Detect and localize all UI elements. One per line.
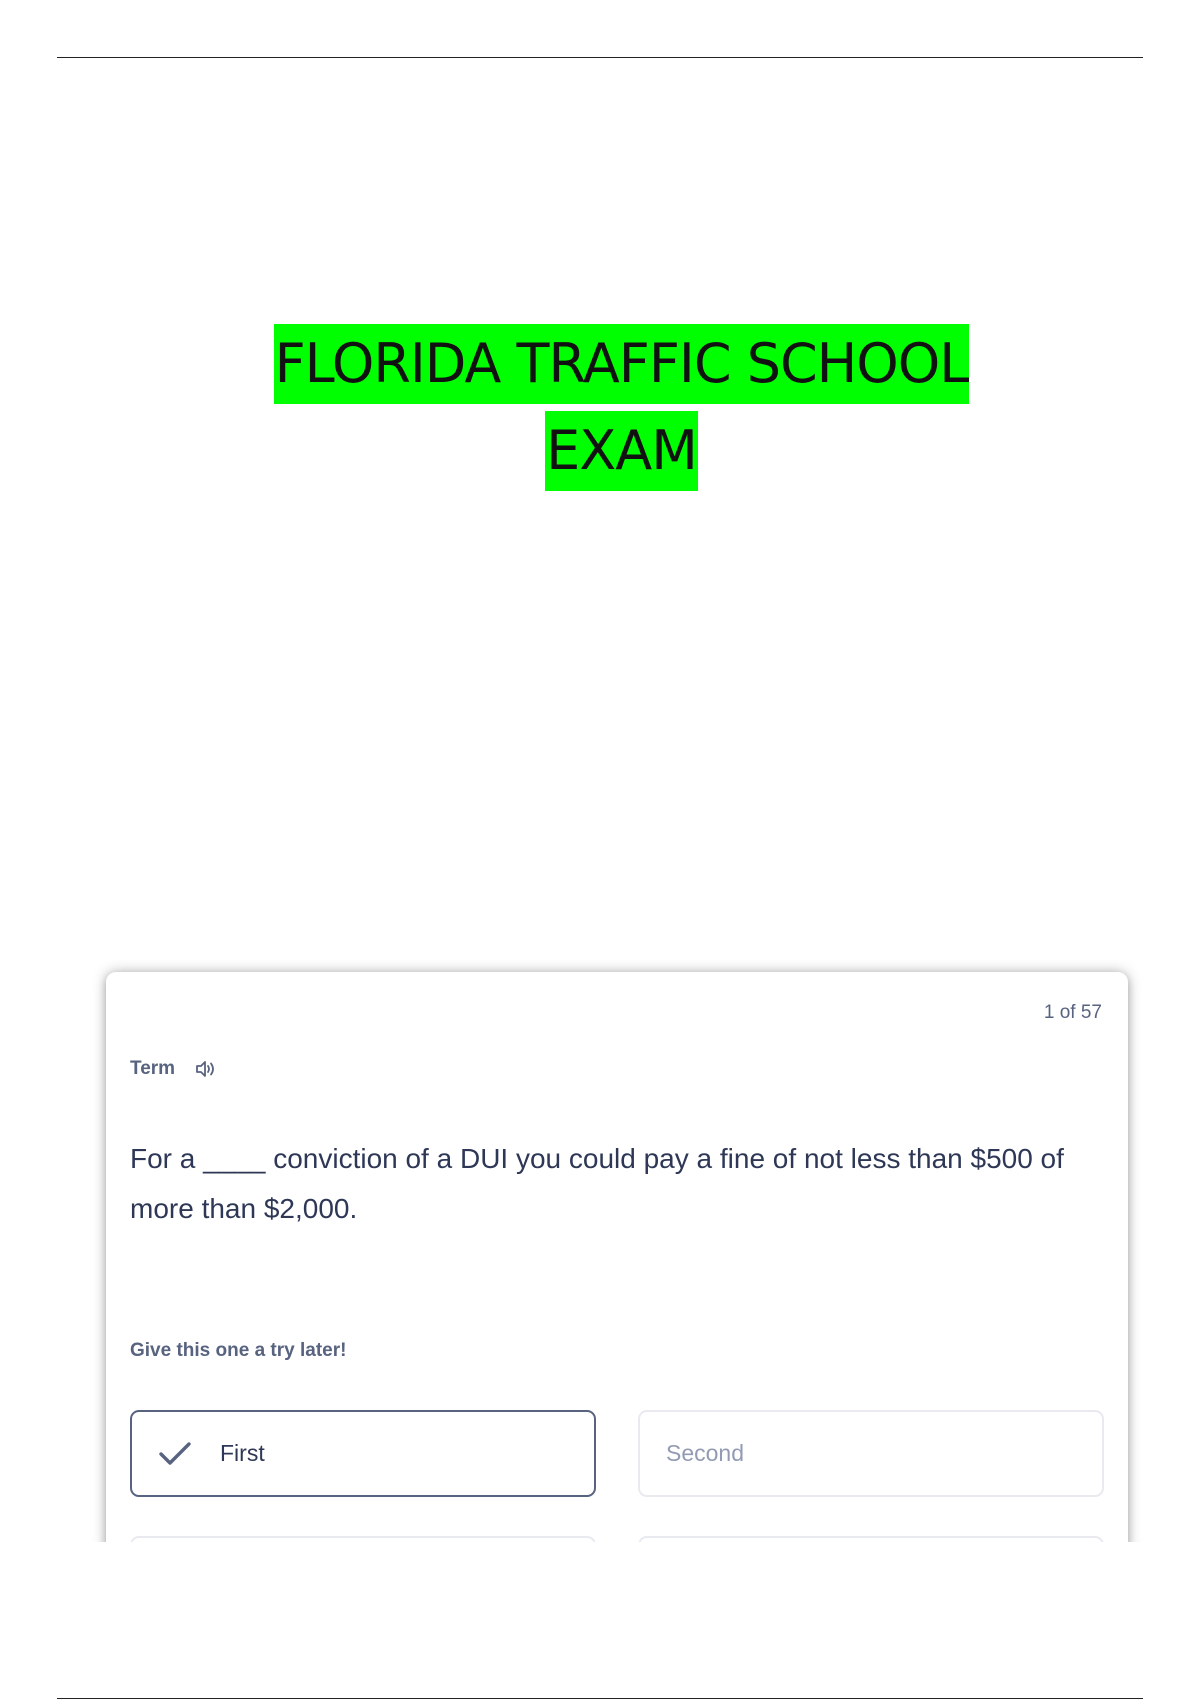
card-counter: 1 of 57 bbox=[1043, 1002, 1102, 1023]
title-line-2: EXAM bbox=[545, 411, 698, 491]
document-title bbox=[0, 320, 1200, 494]
answer-option-label: Second bbox=[666, 1440, 745, 1466]
top-rule bbox=[57, 57, 1143, 58]
flashcard bbox=[106, 972, 1128, 1542]
answer-option-third[interactable] bbox=[130, 1536, 596, 1542]
flashcard-screenshot bbox=[90, 960, 1150, 1542]
answer-option-first[interactable] bbox=[130, 1410, 596, 1497]
term-label: Term bbox=[130, 1058, 176, 1079]
bottom-rule bbox=[57, 1698, 1143, 1699]
question-text: For a ____ conviction of a DUI you could pay a fine of not less than $500 of more than $2,000. bbox=[130, 1143, 1064, 1224]
answer-option-label: First bbox=[220, 1440, 265, 1466]
hint-text: Give this one a try later! bbox=[130, 1340, 347, 1361]
term-header bbox=[130, 1058, 217, 1080]
answer-option-second[interactable] bbox=[638, 1410, 1104, 1497]
title-line-1: FLORIDA TRAFFIC SCHOOL bbox=[274, 324, 970, 404]
check-icon bbox=[158, 1440, 192, 1468]
speaker-icon[interactable] bbox=[195, 1059, 217, 1079]
answer-option-fourth[interactable] bbox=[638, 1536, 1104, 1542]
